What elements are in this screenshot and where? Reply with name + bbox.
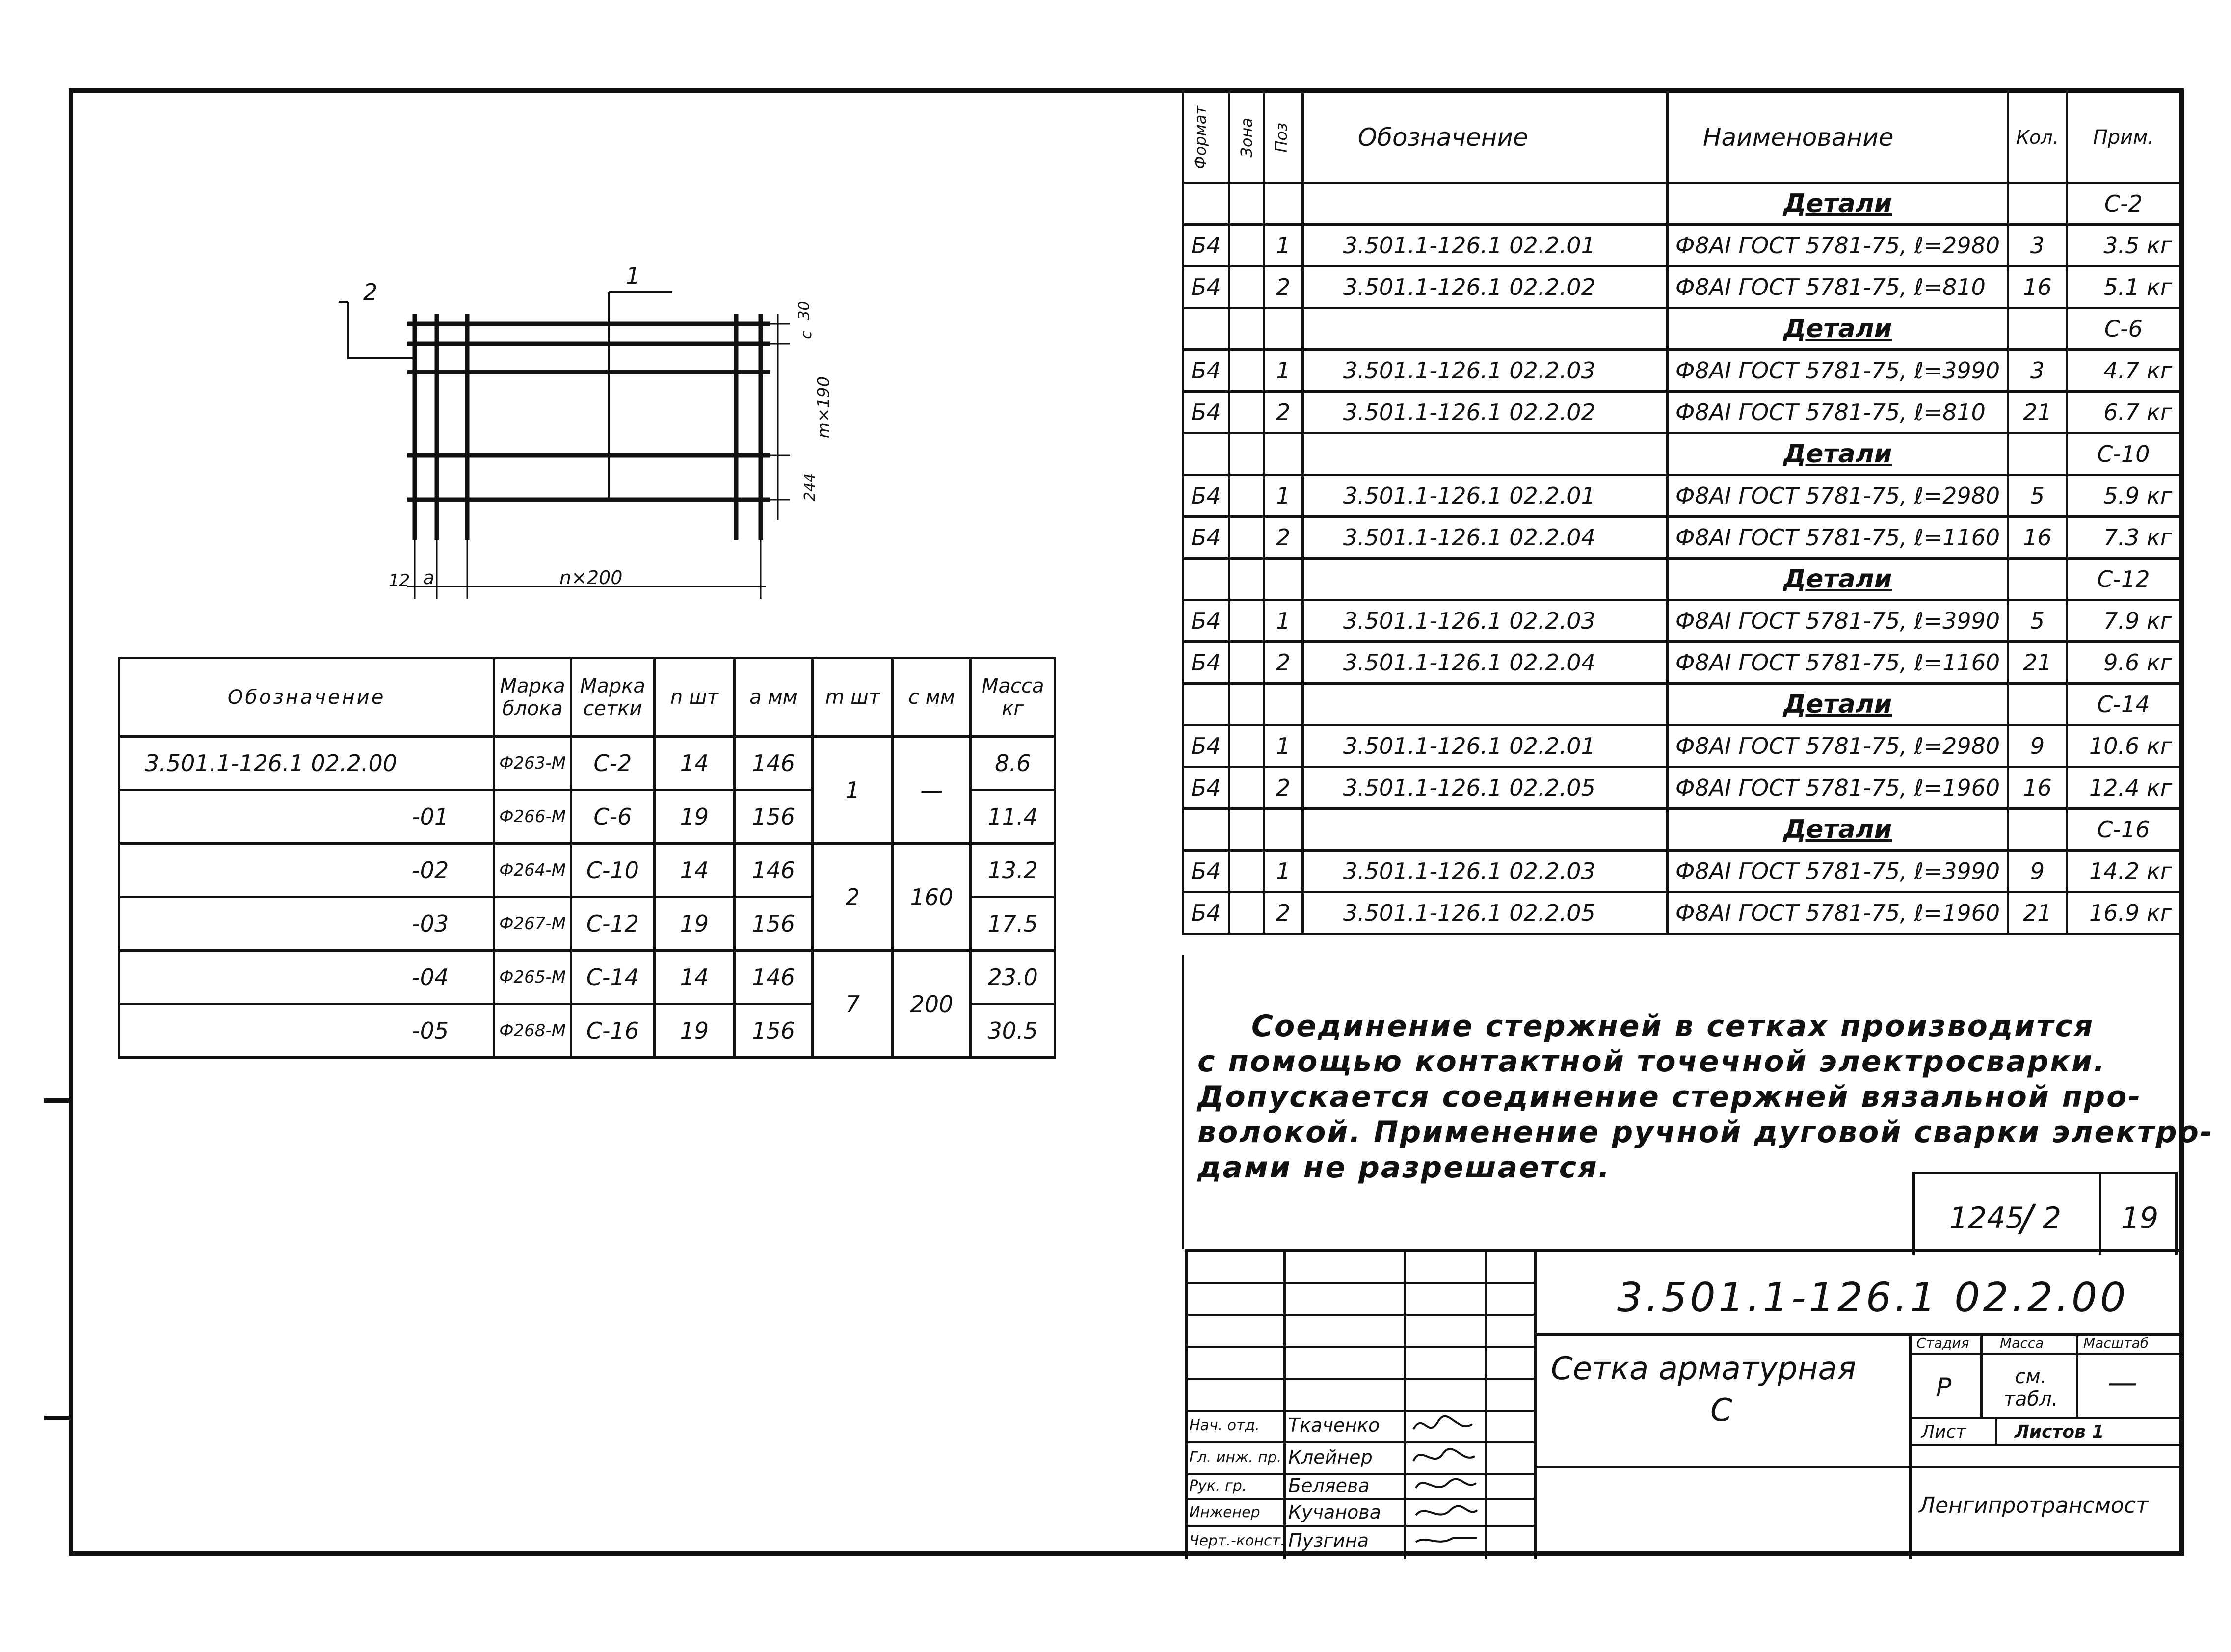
sheets-count: Листов 1 xyxy=(2015,1422,2104,1442)
spec-row: Б4 2 3.501.1-126.1 02.2.04 Ф8АI ГОСТ 5781-75, ℓ=1160 21 9.6 кг xyxy=(1183,642,2180,684)
data-row: -04 Ф265-М С-14 14 146 7 200 23.0 xyxy=(119,951,1055,1004)
spec-row: Б4 2 3.501.1-126.1 02.2.02 Ф8АI ГОСТ 5781-75, ℓ=810 21 6.7 кг xyxy=(1183,392,2180,433)
section-title: Детали xyxy=(1667,183,2008,225)
spec-header-row xyxy=(1183,92,2180,183)
dimension-label: 30 xyxy=(796,301,813,320)
data-row: -01 Ф266-М С-6 19 156 11.4 xyxy=(119,790,1055,844)
section-title: Детали xyxy=(1667,809,2008,851)
spec-row: Б4 1 3.501.1-126.1 02.2.03 Ф8АI ГОСТ 5781-75, ℓ=3990 9 14.2 кг xyxy=(1183,851,2180,892)
mesh-mark: С-12 xyxy=(2067,559,2180,600)
mesh-mark: С-16 xyxy=(2067,809,2180,851)
dimension-label: 12 xyxy=(389,571,410,590)
callout-1: 1 xyxy=(626,263,640,289)
mass-value: см. табл. xyxy=(2003,1365,2058,1411)
dimension-label: a xyxy=(423,567,435,588)
role-label: Черт.-конст. xyxy=(1189,1532,1285,1549)
section-row xyxy=(1183,183,2180,225)
mesh-drawing xyxy=(339,265,849,609)
sheet-label: Лист xyxy=(1921,1422,1966,1442)
edge-tick xyxy=(44,1416,69,1420)
section-row xyxy=(1183,559,2180,600)
format-header: Формат xyxy=(1183,92,1229,183)
scale-label: Масштаб xyxy=(2083,1335,2149,1351)
person-name: Кучанова xyxy=(1288,1501,1381,1523)
person-name: Пузгина xyxy=(1288,1530,1369,1551)
sheet-number-box: 1245 / 2 19 xyxy=(1912,1172,2178,1255)
zone-header: Зона xyxy=(1229,92,1264,183)
data-row: -05 Ф268-М С-16 19 156 30.5 xyxy=(119,1004,1055,1058)
technical-notes xyxy=(1197,1009,2214,1185)
section-row xyxy=(1183,684,2180,725)
section-title: Детали xyxy=(1667,684,2008,725)
spec-row: Б4 2 3.501.1-126.1 02.2.05 Ф8АI ГОСТ 5781-75, ℓ=1960 16 12.4 кг xyxy=(1183,767,2180,809)
dimension-label: n×200 xyxy=(559,567,623,588)
role-label: Инженер xyxy=(1189,1504,1260,1521)
leader-line xyxy=(348,302,415,358)
callout-2: 2 xyxy=(363,279,378,305)
spec-row: Б4 2 3.501.1-126.1 02.2.02 Ф8АI ГОСТ 5781-75, ℓ=810 16 5.1 кг xyxy=(1183,266,2180,308)
section-title: Детали xyxy=(1667,433,2008,475)
signatures xyxy=(1408,1410,1482,1557)
section-title: Детали xyxy=(1667,308,2008,350)
person-name: Ткаченко xyxy=(1288,1414,1380,1436)
mass-label: Масса xyxy=(2000,1335,2044,1351)
drawing-code: 3.501.1-126.1 02.2.00 xyxy=(1617,1275,2129,1321)
organization: Ленгипротрансмост xyxy=(1919,1493,2149,1518)
role-label: Рук. гр. xyxy=(1189,1477,1247,1494)
scale-value: — xyxy=(2108,1365,2137,1400)
dimension-label: m×190 xyxy=(814,376,834,439)
note-line: Допускается соединение стержней вязальной про- xyxy=(1197,1080,2142,1114)
drawing-title: Сетка арматурная xyxy=(1551,1351,1857,1387)
specification-table xyxy=(1182,91,2181,935)
role-label: Нач. отд. xyxy=(1189,1417,1260,1434)
pos-header: Поз xyxy=(1264,92,1302,183)
mesh-data-table xyxy=(118,657,1056,1059)
mesh-mark: С-6 xyxy=(2067,308,2180,350)
title-block xyxy=(1185,1249,2181,1556)
stage-value: Р xyxy=(1936,1373,1952,1402)
drawing-title-mark: С xyxy=(1710,1392,1732,1429)
mesh-mark: С-14 xyxy=(2067,684,2180,725)
mesh-mark: С-10 xyxy=(2067,433,2180,475)
role-label: Гл. инж. пр. xyxy=(1189,1449,1282,1466)
note-line: волокой. Применение ручной дуговой сварки электро- xyxy=(1197,1115,2214,1149)
data-row: -03 Ф267-М С-12 19 156 17.5 xyxy=(119,897,1055,951)
section-row xyxy=(1183,809,2180,851)
spec-row: Б4 1 3.501.1-126.1 02.2.03 Ф8АI ГОСТ 5781-75, ℓ=3990 3 4.7 кг xyxy=(1183,350,2180,392)
album-part: 2 xyxy=(2043,1201,2062,1235)
dimension-label: c xyxy=(797,331,815,339)
separator-line xyxy=(1182,955,1184,1249)
spec-row: Б4 2 3.501.1-126.1 02.2.05 Ф8АI ГОСТ 5781-75, ℓ=1960 21 16.9 кг xyxy=(1183,892,2180,934)
note-line: Соединение стержней в сетках производится xyxy=(1251,1009,2095,1043)
section-row xyxy=(1183,433,2180,475)
stage-label: Стадия xyxy=(1916,1335,1969,1351)
section-row xyxy=(1183,308,2180,350)
note-header: Прим. xyxy=(2067,92,2180,183)
spec-row: Б4 2 3.501.1-126.1 02.2.04 Ф8АI ГОСТ 5781-75, ℓ=1160 16 7.3 кг xyxy=(1183,517,2180,559)
edge-tick xyxy=(44,1098,69,1103)
note-line: дами не разрешается. xyxy=(1197,1150,1611,1185)
qty-header: Кол. xyxy=(2008,92,2067,183)
data-row: -02 Ф264-М С-10 14 146 2 160 13.2 xyxy=(119,844,1055,897)
album-number: 1245 xyxy=(1949,1201,2024,1235)
spec-row: Б4 1 3.501.1-126.1 02.2.03 Ф8АI ГОСТ 5781-75, ℓ=3990 5 7.9 кг xyxy=(1183,600,2180,642)
data-row: 3.501.1-126.1 02.2.00 Ф263-М С-2 14 146 1 — 8.6 xyxy=(119,737,1055,790)
spec-row: Б4 1 3.501.1-126.1 02.2.01 Ф8АI ГОСТ 5781-75, ℓ=2980 9 10.6 кг xyxy=(1183,725,2180,767)
spec-row: Б4 1 3.501.1-126.1 02.2.01 Ф8АI ГОСТ 5781-75, ℓ=2980 5 5.9 кг xyxy=(1183,475,2180,517)
dimension-label: 244 xyxy=(801,473,819,502)
note-line: с помощью контактной точечной электросварки. xyxy=(1197,1044,2106,1079)
data-header-row: Обозначение Марка блока Марка сетки n шт a мм m шт c мм Масса кг xyxy=(119,658,1055,737)
designation-header: Обозначение xyxy=(1302,92,1667,183)
person-name: Клейнер xyxy=(1288,1446,1373,1468)
section-title: Детали xyxy=(1667,559,2008,600)
page-number: 19 xyxy=(2121,1201,2159,1235)
spec-row: Б4 1 3.501.1-126.1 02.2.01 Ф8АI ГОСТ 5781-75, ℓ=2980 3 3.5 кг xyxy=(1183,225,2180,266)
name-header: Наименование xyxy=(1667,92,2008,183)
person-name: Беляева xyxy=(1288,1475,1370,1496)
mesh-mark: С-2 xyxy=(2067,183,2180,225)
